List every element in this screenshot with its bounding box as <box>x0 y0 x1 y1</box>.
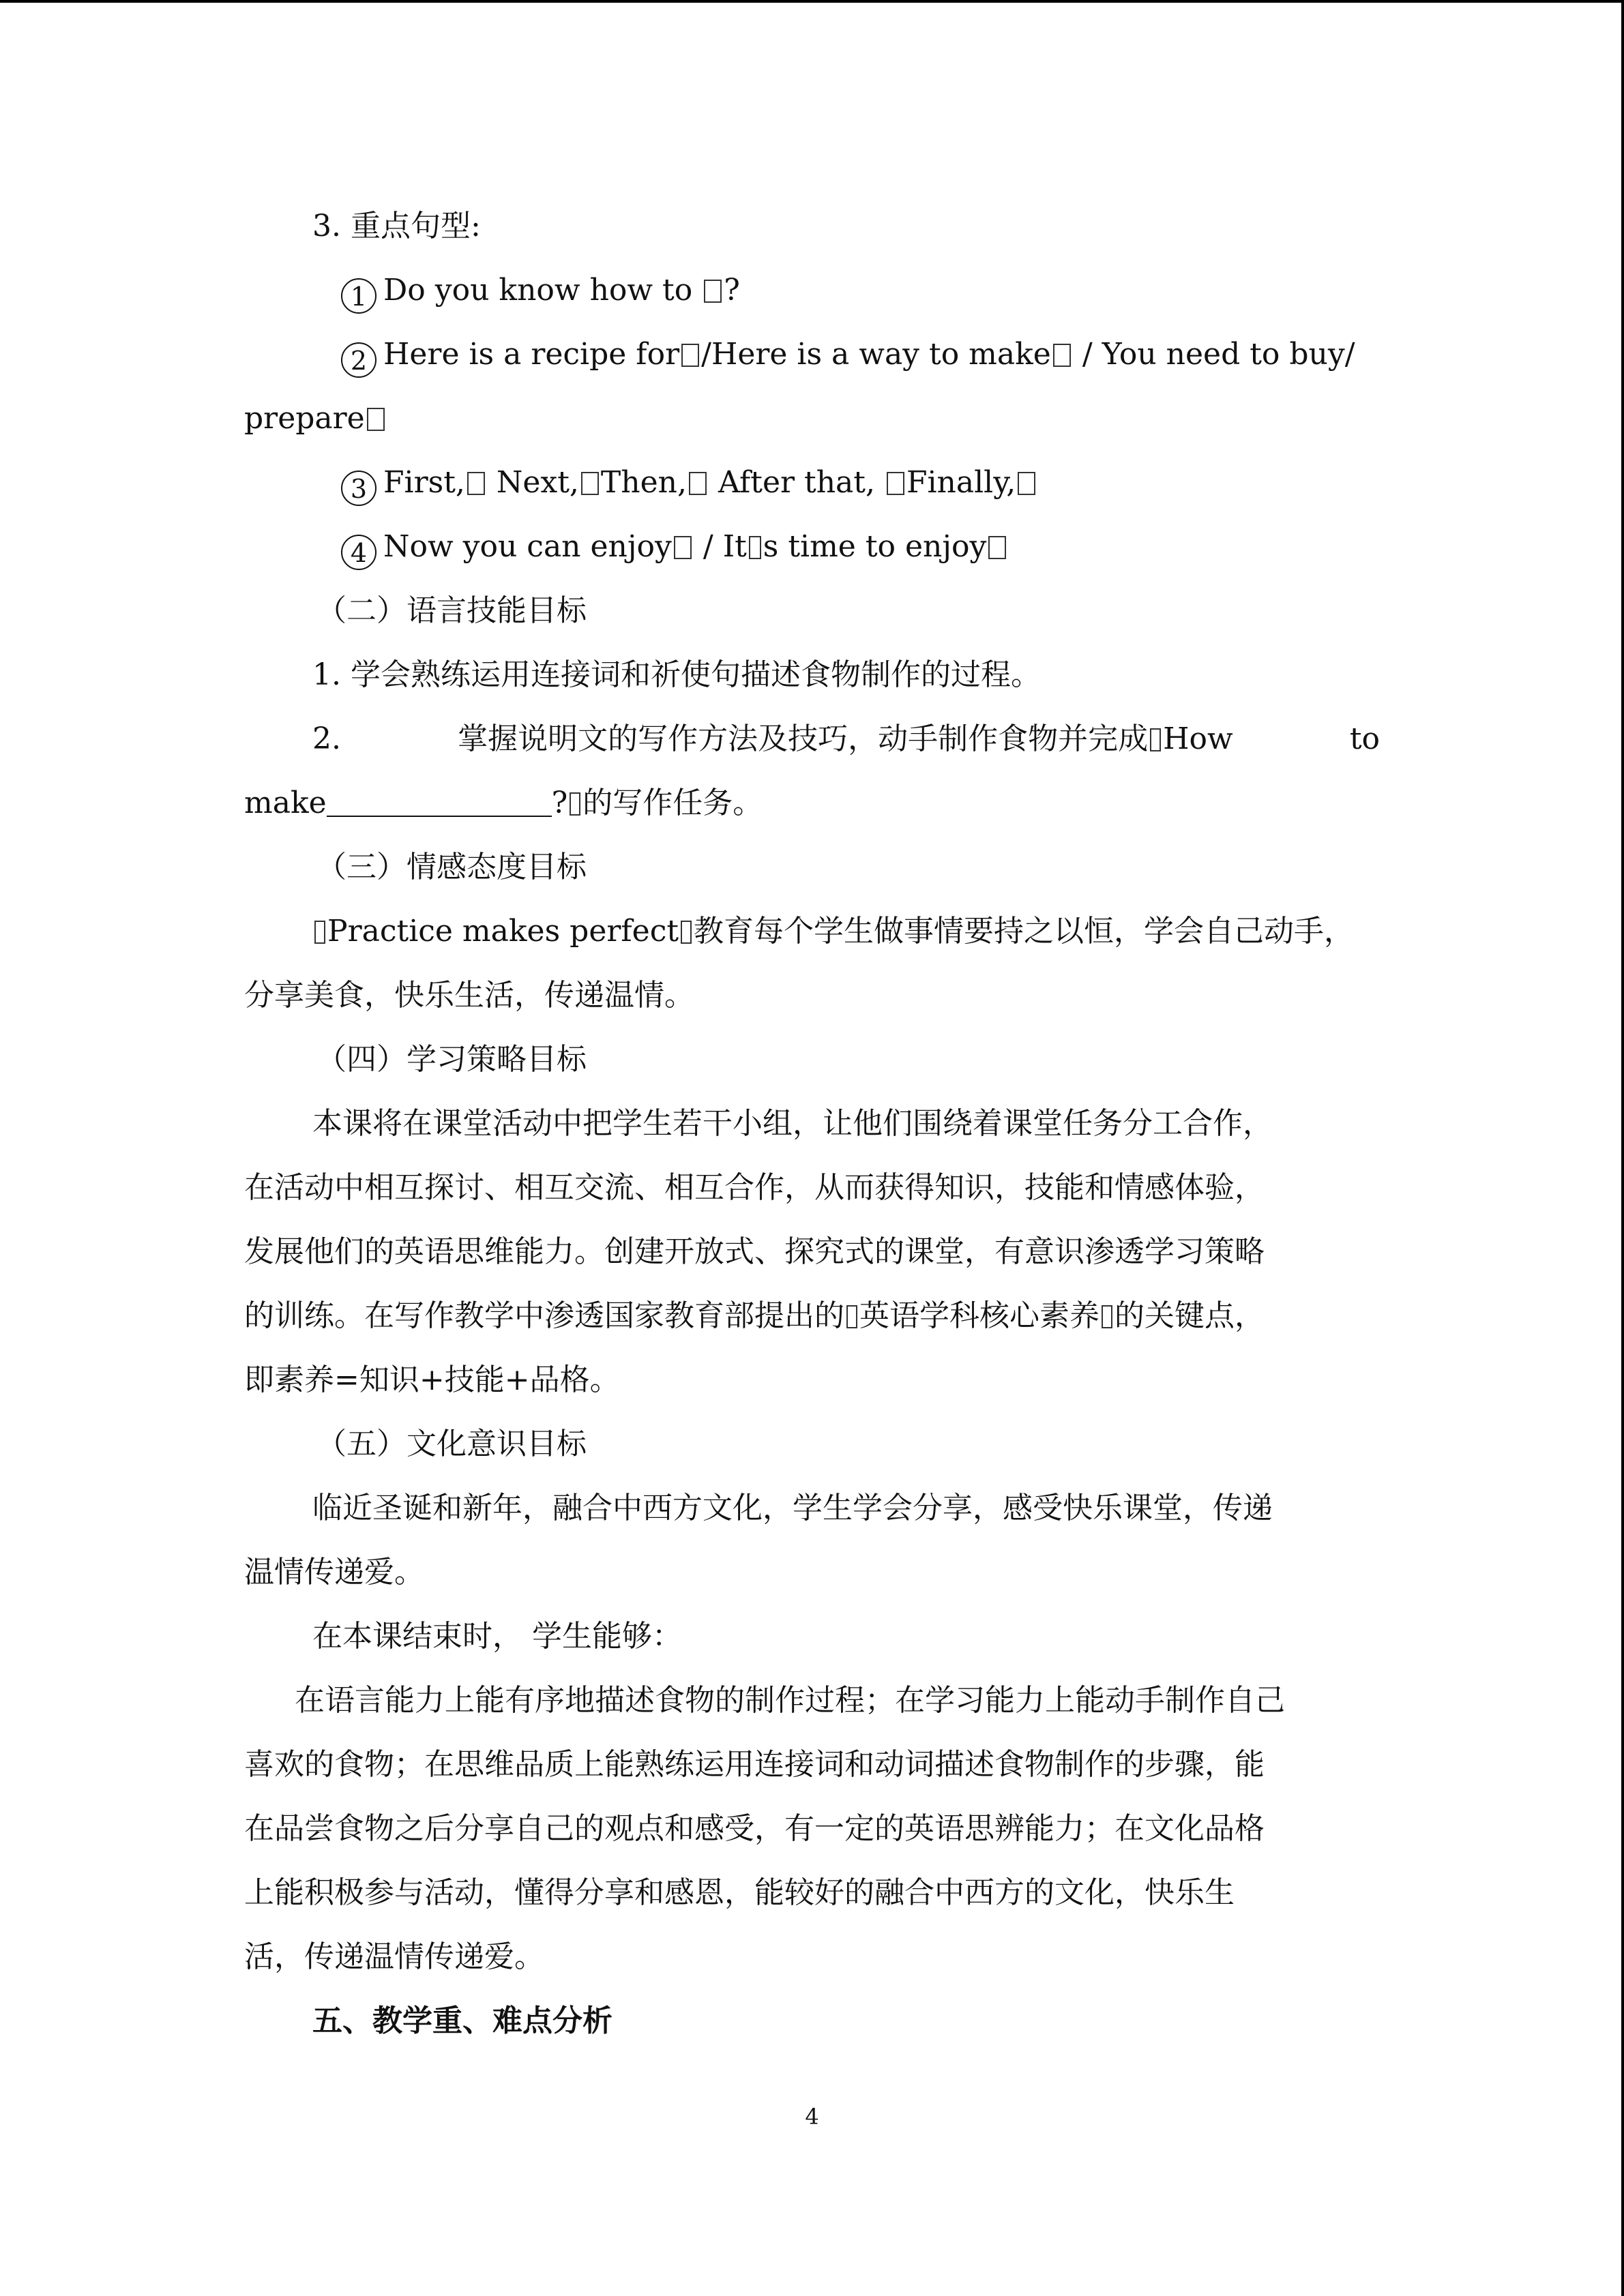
sentence-pattern-3 <box>341 461 1037 506</box>
placeholder-box <box>581 472 599 495</box>
line-text: 在语言能力上能有序地描述食物的制作过程；在学习能力上能动手制作自己 <box>295 1683 1285 1718</box>
line-text: 英语学科核心素养 <box>859 1298 1099 1333</box>
line-text: prepare <box>244 401 365 436</box>
line-text: 喜欢的食物；在思维品质上能熟练运用连接词和动词描述食物制作的步骤，能 <box>244 1747 1265 1782</box>
sentence-pattern-4 <box>341 525 1008 570</box>
placeholder-box <box>749 536 761 559</box>
line-text: s time to enjoy <box>763 529 987 564</box>
line-text: 在活动中相互探讨、相互交流、相互合作，从而获得知识，技能和情感体验， <box>244 1170 1265 1205</box>
placeholder-box <box>681 344 699 367</box>
paragraph-line <box>312 910 1354 953</box>
paragraph-line <box>244 1807 1265 1851</box>
placeholder-box <box>681 921 692 944</box>
placeholder-box <box>887 472 904 495</box>
section-heading-cultural-awareness <box>316 1422 587 1466</box>
page-number: 4 <box>805 2104 819 2130</box>
placeholder-box <box>1102 1305 1112 1328</box>
circled-number-3: 3 <box>341 471 377 506</box>
line-text: （二）语言技能目标 <box>316 593 587 628</box>
line-text: 在本课结束时， 学生能够： <box>312 1619 682 1654</box>
line-text: 五、教学重、难点分析 <box>312 2003 612 2038</box>
placeholder-box <box>1018 472 1035 495</box>
line-text: 临近圣诞和新年，融合中西方文化，学生学会分享，感受快乐课堂，传递 <box>312 1491 1273 1525</box>
paragraph-line <box>244 1294 1265 1338</box>
line-text: 3. 重点句型: <box>312 209 481 243</box>
placeholder-box <box>367 408 385 431</box>
line-text: ? <box>724 273 740 308</box>
line-text: 活，传递温情传递爱。 <box>244 1939 544 1974</box>
line-text: ? <box>551 786 568 820</box>
sentence-pattern-2-continued <box>244 397 387 441</box>
line-text: How <box>1163 721 1233 756</box>
paragraph-line <box>244 1358 620 1402</box>
line-text: Next, <box>496 465 579 500</box>
line-text: Practice makes perfect <box>327 914 679 949</box>
paragraph-line <box>312 1487 1273 1530</box>
section-heading-language-skills <box>316 589 587 633</box>
line-text: 2. <box>312 721 341 756</box>
fill-in-blank <box>327 788 552 817</box>
line-text: （三）情感态度目标 <box>316 850 587 884</box>
paragraph-line <box>312 1102 1273 1146</box>
line-text: Finally, <box>906 465 1016 500</box>
line-text: Do you know how to <box>383 273 693 308</box>
paragraph-line <box>244 1743 1265 1787</box>
line-text: First, <box>383 465 465 500</box>
placeholder-box <box>570 792 580 816</box>
line-text: 的训练。在写作教学中渗透国家教育部提出的 <box>244 1298 844 1333</box>
key-sentences-heading <box>312 205 481 248</box>
paragraph-line <box>244 1166 1265 1210</box>
line-text: 教育每个学生做事情要持之以恒，学会自己动手， <box>694 914 1355 949</box>
placeholder-box <box>704 280 722 303</box>
line-text: （四）学习策略目标 <box>316 1042 587 1077</box>
line-text: 本课将在课堂活动中把学生若干小组，让他们围绕着课堂任务分工合作， <box>312 1106 1273 1141</box>
line-text: 即素养=知识+技能+品格。 <box>244 1362 620 1397</box>
circled-number-1: 1 <box>341 278 377 314</box>
paragraph-line <box>244 1935 544 1979</box>
line-text: make <box>244 786 327 820</box>
placeholder-box <box>689 472 707 495</box>
placeholder-box <box>1150 728 1161 751</box>
line-text: to <box>1349 721 1380 756</box>
paragraph-line <box>295 1679 1285 1723</box>
line-text: 1. 学会熟练运用连接词和祈使句描述食物制作的过程。 <box>312 657 1041 692</box>
line-text: 分享美食，快乐生活，传递温情。 <box>244 978 694 1013</box>
circled-number-4: 4 <box>341 535 377 570</box>
placeholder-box <box>314 921 325 944</box>
line-text: Now you can enjoy <box>383 529 672 564</box>
line-text: /Here is a way to make <box>701 337 1051 372</box>
section-heading-key-difficult-points <box>312 1999 612 2043</box>
line-text: Here is a recipe for <box>383 337 680 372</box>
section-heading-emotional-attitude <box>316 846 587 889</box>
line-text: 上能积极参与活动，懂得分享和感恩，能较好的融合中西方的文化，快乐生 <box>244 1875 1235 1910</box>
paragraph-line-justified <box>312 717 1380 761</box>
line-text: Then, <box>600 465 687 500</box>
placeholder-box <box>988 536 1006 559</box>
line-text: 温情传递爱。 <box>244 1555 424 1590</box>
line-text: （五）文化意识目标 <box>316 1427 587 1461</box>
placeholder-box <box>674 536 692 559</box>
sentence-pattern-1 <box>341 269 740 314</box>
right-border-line <box>1621 0 1624 2296</box>
line-text: 在品尝食物之后分享自己的观点和感受，有一定的英语思辨能力；在文化品格 <box>244 1811 1265 1846</box>
line-text: / It <box>693 529 747 564</box>
line-text: 掌握说明文的写作方法及技巧，动手制作食物并完成 <box>458 721 1149 756</box>
line-text: / You need to buy/ <box>1072 337 1355 372</box>
placeholder-box <box>846 1305 857 1328</box>
pattern-2-part-a <box>341 333 1355 378</box>
sentence-pattern-2 <box>341 333 1380 378</box>
top-border-line <box>0 0 1624 3</box>
section-heading-learning-strategy <box>316 1038 587 1082</box>
paragraph-line <box>312 1615 682 1658</box>
paragraph-line <box>244 1551 424 1594</box>
paragraph-line <box>244 1871 1235 1915</box>
circled-number-2: 2 <box>341 342 377 378</box>
paragraph-line <box>312 653 1041 697</box>
placeholder-box <box>1053 344 1071 367</box>
line-text: After that, <box>718 465 875 500</box>
paragraph-line <box>244 1230 1265 1274</box>
placeholder-box <box>467 472 485 495</box>
writing-task-text <box>458 717 1233 761</box>
paragraph-line <box>244 781 763 825</box>
paragraph-line <box>244 974 694 1017</box>
line-text: 的关键点， <box>1114 1298 1265 1333</box>
line-text: 的写作任务。 <box>582 786 763 820</box>
line-text: 发展他们的英语思维能力。创建开放式、探究式的课堂，有意识渗透学习策略 <box>244 1234 1265 1269</box>
